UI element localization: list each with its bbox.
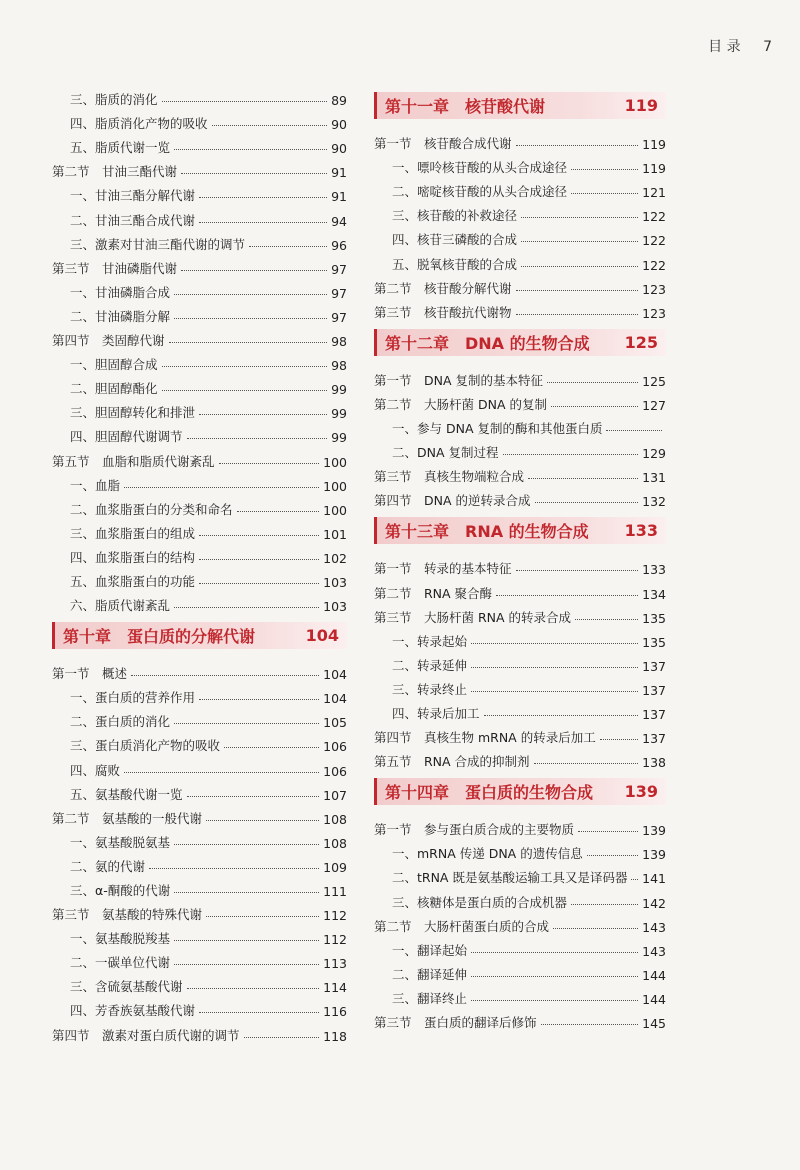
- dot-leader: [181, 173, 327, 174]
- dot-leader: [471, 976, 638, 977]
- toc-subsection[interactable]: [374, 437, 666, 461]
- toc-entry-page: 112: [323, 908, 347, 924]
- toc-subsection[interactable]: [52, 494, 347, 518]
- toc-section[interactable]: [52, 1019, 347, 1043]
- toc-entry-page: 143: [642, 919, 666, 935]
- toc-section[interactable]: [52, 803, 347, 827]
- toc-entry-page: 99: [331, 430, 347, 446]
- dot-leader: [516, 145, 639, 146]
- toc-entry-page: 101: [323, 526, 347, 542]
- dot-leader: [606, 430, 662, 431]
- dot-leader: [174, 964, 319, 965]
- toc-entry-title: 六、脂质代谢紊乱: [70, 598, 171, 614]
- dot-leader: [528, 478, 638, 479]
- toc-entry-title: 三、α-酮酸的代谢: [70, 883, 171, 898]
- toc-entry-title: 二、甘油磷脂分解: [70, 308, 171, 324]
- toc-entry-page: 122: [642, 257, 666, 273]
- dot-leader: [174, 844, 319, 845]
- toc-entry-title: 四、血浆脂蛋白的结构: [70, 549, 196, 565]
- toc-entry-page: 109: [323, 859, 347, 875]
- toc-entry-page: 104: [323, 667, 347, 683]
- toc-entry-title: 第三节 甘油磷脂代谢: [52, 260, 178, 276]
- toc-entry-title: 三、血浆脂蛋白的组成: [70, 525, 196, 541]
- toc-entry-page: 119: [642, 161, 666, 177]
- dot-leader: [571, 904, 638, 905]
- toc-entry-page: 139: [642, 823, 666, 839]
- toc-entry-title: 三、胆固醇转化和排泄: [70, 405, 196, 421]
- dot-leader: [162, 366, 328, 367]
- toc-entry-title: 一、蛋白质的营养作用: [70, 690, 196, 706]
- chapter-title: 第十二章 DNA 的生物合成: [385, 333, 590, 353]
- toc-entry-page: 127: [642, 397, 666, 413]
- toc-entry-title: 五、血浆脂蛋白的功能: [70, 573, 196, 589]
- dot-leader: [571, 193, 638, 194]
- toc-entry-page: 90: [331, 141, 347, 157]
- toc-subsection[interactable]: [52, 301, 347, 325]
- toc-entry-title: 第三节 蛋白质的翻译后修饰: [374, 1015, 537, 1030]
- dot-leader: [516, 570, 639, 571]
- chapter-title: 第十章 蛋白质的分解代谢: [63, 627, 256, 647]
- toc-entry-title: 一、甘油三酯分解代谢: [70, 188, 196, 204]
- toc-subsection[interactable]: [52, 542, 347, 566]
- chapter-page: 139: [624, 782, 658, 802]
- toc-entry-title: 四、脂质消化产物的吸收: [70, 116, 208, 132]
- dot-leader: [199, 222, 327, 223]
- toc-section[interactable]: [374, 1007, 666, 1031]
- toc-entry-page: 137: [642, 658, 666, 674]
- toc-entry-title: 第二节 氨基酸的一般代谢: [52, 810, 203, 826]
- toc-entry-page: 122: [642, 233, 666, 249]
- toc-entry-title: 第一节 转录的基本特征: [374, 561, 512, 577]
- toc-entry-title: 第五节 RNA 合成的抑制剂: [374, 754, 530, 770]
- toc-entry-page: 105: [323, 715, 347, 731]
- toc-subsection[interactable]: [52, 470, 347, 494]
- toc-subsection[interactable]: [52, 754, 347, 778]
- chapter-title: 第十三章 RNA 的生物合成: [385, 522, 589, 542]
- toc-entry-title: 一、mRNA 传递 DNA 的遗传信息: [392, 846, 583, 862]
- toc-section[interactable]: [52, 899, 347, 923]
- toc-section[interactable]: [52, 325, 347, 349]
- toc-entry-page: 90: [331, 117, 347, 133]
- toc-entry-title: 二、氨的代谢: [70, 858, 146, 874]
- dot-leader: [149, 868, 319, 869]
- toc-entry-page: 97: [331, 309, 347, 325]
- toc-subsection[interactable]: [374, 935, 666, 959]
- toc-subsection[interactable]: [374, 838, 666, 862]
- dot-leader: [174, 318, 327, 319]
- toc-entry-page: 137: [642, 706, 666, 722]
- toc-entry-title: 一、翻译起始: [392, 942, 468, 958]
- dot-leader: [199, 414, 327, 415]
- toc-entry-page: 134: [642, 586, 666, 602]
- toc-entry-page: 133: [642, 562, 666, 578]
- toc-entry-title: 三、核糖体是蛋白质的合成机器: [392, 894, 568, 910]
- toc-section[interactable]: [374, 911, 666, 935]
- toc-entry-title: 第三节 真核生物端粒合成: [374, 469, 525, 485]
- toc-entry-title: 一、氨基酸脱羧基: [70, 931, 171, 947]
- toc-subsection[interactable]: [52, 132, 347, 156]
- toc-subsection[interactable]: [374, 626, 666, 650]
- dot-leader: [249, 246, 327, 247]
- toc-entry-page: 137: [642, 731, 666, 747]
- toc-entry-title: 三、核苷酸的补救途径: [392, 208, 518, 224]
- toc-subsection[interactable]: [52, 108, 347, 132]
- toc-section[interactable]: [52, 445, 347, 469]
- toc-section[interactable]: [52, 253, 347, 277]
- toc-entry-page: 103: [323, 599, 347, 615]
- dot-leader: [131, 675, 319, 676]
- toc-entry-title: 五、脂质代谢一览: [70, 140, 171, 156]
- toc-subsection[interactable]: [374, 248, 666, 272]
- toc-entry-page: 123: [642, 305, 666, 321]
- toc-subsection[interactable]: [374, 152, 666, 176]
- toc-entry-page: 139: [642, 847, 666, 863]
- toc-subsection[interactable]: [52, 373, 347, 397]
- chapter-page: 119: [624, 96, 658, 115]
- toc-entry-page: 98: [331, 334, 347, 350]
- toc-subsection[interactable]: [52, 947, 347, 971]
- toc-section[interactable]: [374, 577, 666, 601]
- toc-entry-title: 二、甘油三酯合成代谢: [70, 212, 196, 228]
- toc-entry-page: 125: [642, 373, 666, 389]
- toc-entry-page: 103: [323, 574, 347, 590]
- toc-entry-page: 91: [331, 165, 347, 181]
- toc-entry-page: 138: [642, 755, 666, 771]
- toc-section[interactable]: [374, 273, 666, 297]
- dot-leader: [503, 454, 639, 455]
- page-number: 7: [763, 39, 772, 55]
- toc-entry-page: 89: [331, 93, 347, 109]
- toc-entry-page: 100: [323, 502, 347, 518]
- toc-entry-title: 一、参与 DNA 复制的酶和其他蛋白质: [392, 421, 603, 437]
- toc-subsection[interactable]: [52, 851, 347, 875]
- dot-leader: [516, 314, 639, 315]
- toc-subsection[interactable]: [52, 180, 347, 204]
- toc-entry-page: 100: [323, 454, 347, 470]
- toc-section[interactable]: [374, 389, 666, 413]
- dot-leader: [237, 511, 320, 512]
- toc-entry-title: 第二节 大肠杆菌蛋白质的合成: [374, 918, 550, 934]
- dot-leader: [553, 928, 638, 929]
- toc-entry-page: 135: [642, 610, 666, 626]
- dot-leader: [124, 487, 319, 488]
- dot-leader: [206, 820, 319, 821]
- toc-section[interactable]: [374, 746, 666, 770]
- dot-leader: [471, 952, 638, 953]
- toc-subsection[interactable]: [52, 421, 347, 445]
- toc-entry-title: 第三节 核苷酸抗代谢物: [374, 304, 512, 320]
- dot-leader: [244, 1037, 320, 1038]
- dot-leader: [471, 667, 638, 668]
- toc-entry-page: 104: [323, 691, 347, 707]
- toc-section[interactable]: [374, 602, 666, 626]
- toc-entry-page: 131: [642, 470, 666, 486]
- toc-entry-page: 119: [642, 137, 666, 153]
- toc-entry-title: 四、胆固醇代谢调节: [70, 429, 183, 445]
- dot-leader: [516, 290, 639, 291]
- toc-entry-title: 第三节 大肠杆菌 RNA 的转录合成: [374, 609, 572, 625]
- chapter-heading[interactable]: [374, 92, 666, 119]
- toc-subsection[interactable]: [52, 779, 347, 803]
- dot-leader: [224, 747, 319, 748]
- dot-leader: [199, 583, 319, 584]
- toc-section[interactable]: [374, 485, 666, 509]
- toc-entry-page: 129: [642, 446, 666, 462]
- chapter-page: 104: [305, 626, 339, 646]
- toc-subsection[interactable]: [52, 875, 347, 899]
- toc-entry-title: 三、含硫氨基酸代谢: [70, 979, 183, 995]
- dot-leader: [541, 1024, 639, 1025]
- toc-entry-title: 二、一碳单位代谢: [70, 955, 171, 971]
- toc-section[interactable]: [374, 365, 666, 389]
- chapter-heading[interactable]: [374, 778, 666, 805]
- dot-leader: [521, 266, 638, 267]
- toc-entry-page: 121: [642, 185, 666, 201]
- toc-entry-page: 97: [331, 285, 347, 301]
- dot-leader: [600, 739, 638, 740]
- toc-section[interactable]: [374, 297, 666, 321]
- toc-subsection[interactable]: [52, 277, 347, 301]
- toc-entry-title: 二、蛋白质的消化: [70, 714, 171, 730]
- toc-entry-title: 第一节 参与蛋白质合成的主要物质: [374, 822, 575, 838]
- toc-entry-title: 三、脂质的消化: [70, 92, 158, 108]
- chapter-title: 第十一章 核苷酸代谢: [385, 97, 546, 116]
- toc-entry-page: 106: [323, 739, 347, 755]
- dot-leader: [535, 502, 639, 503]
- toc-subsection[interactable]: [374, 200, 666, 224]
- toc-entry-page: 118: [323, 1028, 347, 1044]
- toc-entry-title: 第二节 甘油三酯代谢: [52, 164, 178, 180]
- dot-leader: [521, 217, 638, 218]
- toc-entry-page: 112: [323, 932, 347, 948]
- toc-subsection[interactable]: [52, 995, 347, 1019]
- toc-entry-page: 99: [331, 382, 347, 398]
- dot-leader: [521, 241, 638, 242]
- toc-entry-page: 102: [323, 550, 347, 566]
- toc-entry-page: 106: [323, 763, 347, 779]
- toc-subsection[interactable]: [374, 886, 666, 910]
- toc-entry-page: 96: [331, 237, 347, 253]
- toc-entry-page: 97: [331, 261, 347, 277]
- toc-entry-title: 第四节 DNA 的逆转录合成: [374, 493, 531, 509]
- toc-entry-page: 144: [642, 991, 666, 1007]
- header-title: 目 录: [708, 39, 741, 55]
- toc-entry-title: 三、激素对甘油三酯代谢的调节: [70, 236, 246, 252]
- toc-entry-page: 108: [323, 835, 347, 851]
- toc-entry-page: 137: [642, 682, 666, 698]
- toc-section[interactable]: [374, 461, 666, 485]
- toc-entry-title: 第一节 DNA 复制的基本特征: [374, 372, 544, 388]
- toc-entry-page: 91: [331, 189, 347, 205]
- dot-leader: [496, 595, 638, 596]
- toc-entry-title: 四、核苷三磷酸的合成: [392, 232, 518, 248]
- toc-entry-page: 144: [642, 967, 666, 983]
- dot-leader: [571, 169, 638, 170]
- toc-entry-title: 四、芳香族氨基酸代谢: [70, 1003, 196, 1019]
- toc-entry-title: 第一节 概述: [52, 666, 128, 682]
- toc-entry-title: 二、转录延伸: [392, 657, 468, 673]
- toc-entry-title: 二、DNA 复制过程: [392, 445, 499, 461]
- dot-leader: [199, 1012, 319, 1013]
- dot-leader: [471, 643, 638, 644]
- toc-entry-page: 114: [323, 980, 347, 996]
- toc-entry-title: 一、嘌呤核苷酸的从头合成途径: [392, 160, 568, 176]
- toc-entry-title: 二、血浆脂蛋白的分类和命名: [70, 501, 233, 517]
- toc-subsection[interactable]: [374, 650, 666, 674]
- toc-entry-title: 三、蛋白质消化产物的吸收: [70, 738, 221, 754]
- toc-entry-page: 123: [642, 281, 666, 297]
- dot-leader: [199, 197, 327, 198]
- toc-entry-title: 三、转录终止: [392, 681, 468, 697]
- dot-leader: [206, 916, 319, 917]
- dot-leader: [174, 892, 319, 893]
- toc-entry-title: 第四节 类固醇代谢: [52, 333, 165, 349]
- toc-subsection[interactable]: [374, 176, 666, 200]
- dot-leader: [187, 796, 320, 797]
- toc-entry-title: 一、血脂: [70, 477, 121, 493]
- dot-leader: [199, 699, 319, 700]
- dot-leader: [169, 342, 328, 343]
- toc-entry-page: 108: [323, 811, 347, 827]
- toc-subsection[interactable]: [52, 229, 347, 253]
- chapter-heading[interactable]: [374, 329, 666, 356]
- toc-subsection[interactable]: [374, 698, 666, 722]
- toc-subsection[interactable]: [52, 730, 347, 754]
- chapter-page: 133: [624, 521, 658, 541]
- toc-entry-title: 一、转录起始: [392, 633, 468, 649]
- toc-entry-page: 122: [642, 209, 666, 225]
- toc-entry-title: 第二节 核苷酸分解代谢: [374, 280, 512, 296]
- toc-entry-page: 100: [323, 478, 347, 494]
- toc-entry-page: 135: [642, 634, 666, 650]
- toc-subsection[interactable]: [374, 959, 666, 983]
- toc-section[interactable]: [374, 553, 666, 577]
- dot-leader: [471, 1000, 638, 1001]
- toc-subsection[interactable]: [374, 674, 666, 698]
- toc-subsection[interactable]: [52, 971, 347, 995]
- toc-entry-title: 一、胆固醇合成: [70, 357, 158, 373]
- toc-subsection[interactable]: [52, 204, 347, 228]
- toc-entry-title: 第二节 RNA 聚合酶: [374, 585, 493, 601]
- toc-entry-title: 四、转录后加工: [392, 705, 480, 721]
- toc-entry-title: 二、翻译延伸: [392, 966, 468, 982]
- toc-subsection[interactable]: [374, 224, 666, 248]
- dot-leader: [578, 831, 638, 832]
- dot-leader: [547, 382, 638, 383]
- chapter-page: 125: [624, 332, 658, 352]
- toc-subsection[interactable]: [374, 983, 666, 1007]
- dot-leader: [587, 855, 638, 856]
- dot-leader: [174, 607, 319, 608]
- toc-subsection[interactable]: [374, 862, 666, 886]
- dot-leader: [471, 691, 638, 692]
- toc-entry-page: 98: [331, 358, 347, 374]
- dot-leader: [174, 940, 319, 941]
- toc-entry-title: 五、氨基酸代谢一览: [70, 786, 183, 802]
- toc-subsection[interactable]: [52, 706, 347, 730]
- toc-entry-title: 第五节 血脂和脂质代谢紊乱: [52, 453, 215, 469]
- toc-entry-title: 一、氨基酸脱氨基: [70, 834, 171, 850]
- dot-leader: [162, 390, 328, 391]
- toc-subsection[interactable]: [374, 413, 666, 437]
- toc-entry-title: 四、腐败: [70, 762, 121, 778]
- chapter-title: 第十四章 蛋白质的生物合成: [385, 783, 594, 803]
- dot-leader: [199, 535, 319, 536]
- dot-leader: [551, 406, 638, 407]
- toc-section[interactable]: [52, 156, 347, 180]
- toc-entry-title: 第二节 大肠杆菌 DNA 的复制: [374, 396, 547, 412]
- toc-entry-title: 第一节 核苷酸合成代谢: [374, 136, 512, 152]
- dot-leader: [174, 723, 319, 724]
- toc-section[interactable]: [374, 722, 666, 746]
- toc-entry-page: 142: [642, 895, 666, 911]
- toc-subsection[interactable]: [52, 923, 347, 947]
- toc-entry-page: 99: [331, 406, 347, 422]
- dot-leader: [181, 270, 327, 271]
- toc-entry-page: 132: [642, 494, 666, 510]
- toc-subsection[interactable]: [52, 827, 347, 851]
- toc-entry-title: 三、翻译终止: [392, 990, 468, 1006]
- dot-leader: [199, 559, 319, 560]
- toc-entry-title: 二、tRNA 既是氨基酸运输工具又是译码器: [392, 870, 628, 886]
- toc-section[interactable]: [52, 658, 347, 682]
- toc-subsection[interactable]: [52, 518, 347, 542]
- toc-subsection[interactable]: [52, 397, 347, 421]
- toc-entry-title: 五、脱氧核苷酸的合成: [392, 256, 518, 272]
- dot-leader: [212, 125, 328, 126]
- chapter-heading[interactable]: [374, 517, 666, 544]
- dot-leader: [187, 988, 320, 989]
- dot-leader: [534, 763, 639, 764]
- toc-subsection[interactable]: [52, 590, 347, 614]
- toc-left-column: [52, 84, 347, 1044]
- toc-subsection[interactable]: [52, 349, 347, 373]
- toc-section[interactable]: [374, 814, 666, 838]
- toc-section[interactable]: [374, 128, 666, 152]
- toc-entry-page: 113: [323, 956, 347, 972]
- toc-entry-page: 116: [323, 1004, 347, 1020]
- dot-leader: [124, 772, 319, 773]
- toc-entry-title: 第三节 氨基酸的特殊代谢: [52, 907, 203, 923]
- toc-entry-title: 一、甘油磷脂合成: [70, 284, 171, 300]
- dot-leader: [575, 619, 638, 620]
- toc-entry-page: 111: [323, 884, 347, 899]
- toc-entry-page: 107: [323, 787, 347, 803]
- toc-subsection[interactable]: [52, 682, 347, 706]
- toc-entry-page: 143: [642, 943, 666, 959]
- toc-entry-title: 第四节 真核生物 mRNA 的转录后加工: [374, 730, 596, 746]
- chapter-heading[interactable]: [52, 622, 347, 649]
- dot-leader: [174, 294, 327, 295]
- dot-leader: [484, 715, 639, 716]
- dot-leader: [174, 149, 327, 150]
- toc-entry-page: 141: [642, 871, 666, 887]
- toc-entry-page: 94: [331, 213, 347, 229]
- toc-entry-title: 第四节 激素对蛋白质代谢的调节: [52, 1027, 240, 1043]
- toc-right-column: [374, 84, 666, 1031]
- dot-leader: [187, 438, 328, 439]
- page-header: [690, 36, 772, 56]
- dot-leader: [631, 879, 638, 880]
- toc-subsection[interactable]: [52, 84, 347, 108]
- toc-entry-title: 二、胆固醇酯化: [70, 381, 158, 397]
- toc-entry-title: 二、嘧啶核苷酸的从头合成途径: [392, 184, 568, 200]
- dot-leader: [219, 463, 320, 464]
- toc-entry-page: 145: [642, 1016, 666, 1031]
- toc-subsection[interactable]: [52, 566, 347, 590]
- dot-leader: [162, 101, 328, 102]
